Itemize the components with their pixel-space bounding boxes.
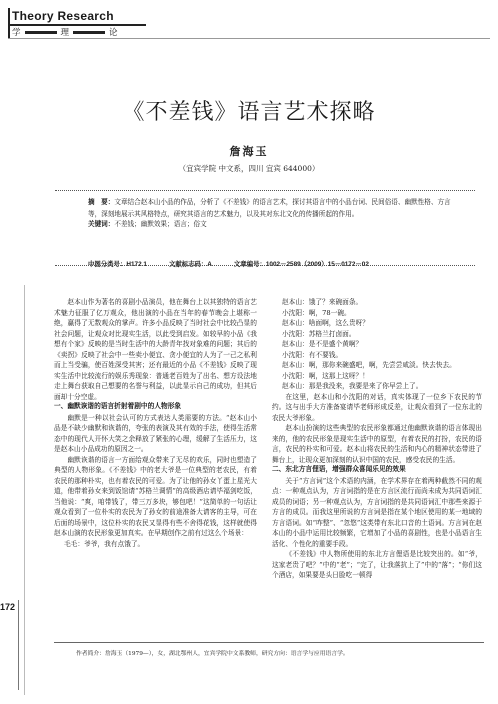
- journal-sub-char: 学: [12, 28, 21, 38]
- page-edge-line: [24, 285, 25, 695]
- header-rule: [8, 38, 490, 39]
- article-title: 《不差钱》语言艺术探略: [122, 100, 376, 125]
- body-paragraph: 赵本山作为著名的喜剧小品演员，他在舞台上以其独特的语言艺术魅力征服了亿万观众，他出演的小品在当年的春节晚会上堪称一绝，赢得了无数观众的掌声。许多小品反映了当时社会中比较凸显的社会问题，让观众对比现实生活，以此受到启发。如较早的小品《我想有个家》反映的是当时生活中的大龄青年找对象难的问题；其后的《卖拐》反映了社会中一些卖小便宜、贪小便宜的人为了一己之私利而上当受骗，使百姓深受其害；还有最近的小品《不差钱》反映了现实生活中比较流行的娱乐秀现象：普通老百姓为了出名、想方设法地走上舞台获取自己想要的名誉与利益，以此显示自己的成功，但其后面却十分空虚。: [54, 298, 257, 401]
- body-paragraph: 关于“方言词”这个术语的内涵，在学术界存在着两种截然不同的观点：一种观点认为，方言词指的是在方言区流行而尚未成为共同语词汇成员的词语；另一种观点认为，方言词指的是共同语词汇中那些来源于方言的成员。而我这里所说的方言词是指在某个地区使用的某一地域的方言语词。如“咋整”、“忽悠”这类带有东北口音的土语词。方言词在赵本山的小品中运用比较频繁，它增加了小品的喜剧性，也是小品语言生活化、个性化的重要手段。: [272, 476, 482, 548]
- journal-title: Theory Research: [12, 9, 114, 23]
- abstract-label: 摘 要：: [88, 199, 115, 206]
- body-paragraph: 幽默是一种以社会认可的方式表达人类需要的方法。“赵本山小品是不缺少幽默和诙谐的，夸张的表演及其有效的手法，使得生活常态中的现代人开怀大笑之余释放了紧张的心理，缓解了生活压力，这是赵本山小品成功的原因之一。: [54, 413, 257, 453]
- dialogue-line: 小沈阳：苏格兰打卤面。: [282, 329, 356, 338]
- dialogue-line: 赵本山：啊，那你来碗盛吧，啊，先尝尝咸淡。快去快去。: [282, 361, 456, 369]
- dialogue-line: 小沈阳：啊，78一碗。: [282, 308, 351, 317]
- dialogue-line: 赵本山：啥面啊，这么贵呀？: [282, 319, 369, 327]
- right-column: [272, 297, 482, 581]
- body-paragraph: 幽默诙谐的语言一方面给观众带来了无尽的欢乐，同时也塑造了典型的人物形象。《不差钱》中的老大爷是一位典型的老农民，有着农民的那种朴实，也有着农民的可爱。为了让他的孙女丫蛋上星光大道，他带着孙女来到饭馆请“苏格兰调情”的高级酒店请毕福剑吃饭，当他说：“爽，咱带钱了，带三万多块，够包吧！”这简单的一句话让观众看到了一位朴实的农民为了孙女的前途准备大请客的主导，可在后面的场景中，这位朴实的农民又显得有些不舍得花钱，这样就使得赵本山演的农民形象更加真实。在早期创作之前有过这么个场景：: [54, 455, 257, 537]
- section-heading: 二、东北方言俚语，增强群众喜闻乐见的效果: [272, 466, 406, 473]
- margin-line: [18, 600, 19, 690]
- keywords-text: 不差钱；幽默效果；语言；俗文: [114, 220, 207, 228]
- left-column: [54, 297, 257, 549]
- header-bracket: [8, 8, 10, 38]
- footnote-rule: [54, 642, 484, 643]
- doc-code: 文献标志码：A: [168, 261, 212, 268]
- section-heading: 一、幽默诙谐的语言折射着剧中的人物形象: [54, 403, 182, 410]
- article-number: 文章编号：1002－2589（2009）15－0172－02: [233, 261, 369, 268]
- divider-bar: [73, 31, 105, 34]
- abstract-top-rule: [55, 190, 475, 191]
- author-name: 詹海玉: [229, 145, 269, 158]
- divider-bar: [25, 31, 57, 34]
- dialogue-line: 赵本山：那是我没来，我要是来了你早尝上了。: [282, 382, 423, 390]
- keywords-label: 关键词：: [88, 221, 115, 228]
- body-paragraph: 在这里，赵本山和小沈阳的对话，真实体现了一位乡下农民的节约。这与出手大方准备宴请毕老师形成反差，让观众看到了一位东北的农民大爷形象。: [272, 392, 482, 422]
- page-number: 172: [0, 602, 16, 612]
- abstract-block: [88, 197, 463, 231]
- body-paragraph: 《不差钱》中人物所使用的东北方言俚语是比较突出的。如“爷，这家老贵了吧？”中的“老”；“完了，让我落抗上了”中的“落”；“你们这个酒店，如果要是头日脸吃一顿得: [272, 550, 482, 579]
- body-paragraph: 赵本山扮演的这些典型的农民形象都通过他幽默诙谐的语言体现出来的，他的农民形象是现实生活中的原型，有着农民的打扮，农民的语言，农民的朴实和可爱。赵本山将农民的生活和内心的精神状态带进了舞台上，让现众更加深刻的认识中国的农民，感受农民的生活。: [272, 424, 482, 464]
- dialogue-line: 赵本山：是不是盛个黄啊？: [282, 340, 363, 348]
- journal-subtitle: [12, 26, 118, 38]
- dialogue-line: 小沈阳：啊，这那上这呀？！: [282, 371, 369, 380]
- article-metadata: [88, 259, 478, 268]
- abstract-text: 文章结合赵本山小品的作品，分析了《不差钱》的语言艺术，探讨其语言中的小品台词、民间俗语、幽默性格、方言等，深刻地展示其风格特点，研究其语言的艺术魅力，以及其对东北文化的传播所起的作用。: [88, 198, 451, 218]
- author-affiliation: （宜宾学院 中文系，四川 宜宾 644000）: [178, 164, 320, 173]
- author-footnote: 作者简介：詹海玉（1979—），女，湖北鄂州人，宜宾学院中文系教师，研究方向：语言学与应用语言学。: [76, 651, 349, 657]
- dialogue-line: 赵本山：饿了？来碗面条。: [282, 298, 363, 306]
- journal-sub-char: 理: [60, 28, 70, 38]
- dialogue-line: 小沈阳：有不要钱。: [282, 350, 343, 359]
- journal-sub-char: 论: [109, 28, 118, 38]
- dialogue-line: 毛毛：爷爷，我有点饿了。: [64, 539, 145, 548]
- clc-number: 中图分类号：H172.1: [88, 261, 147, 268]
- abstract-bottom-rule: [55, 265, 475, 266]
